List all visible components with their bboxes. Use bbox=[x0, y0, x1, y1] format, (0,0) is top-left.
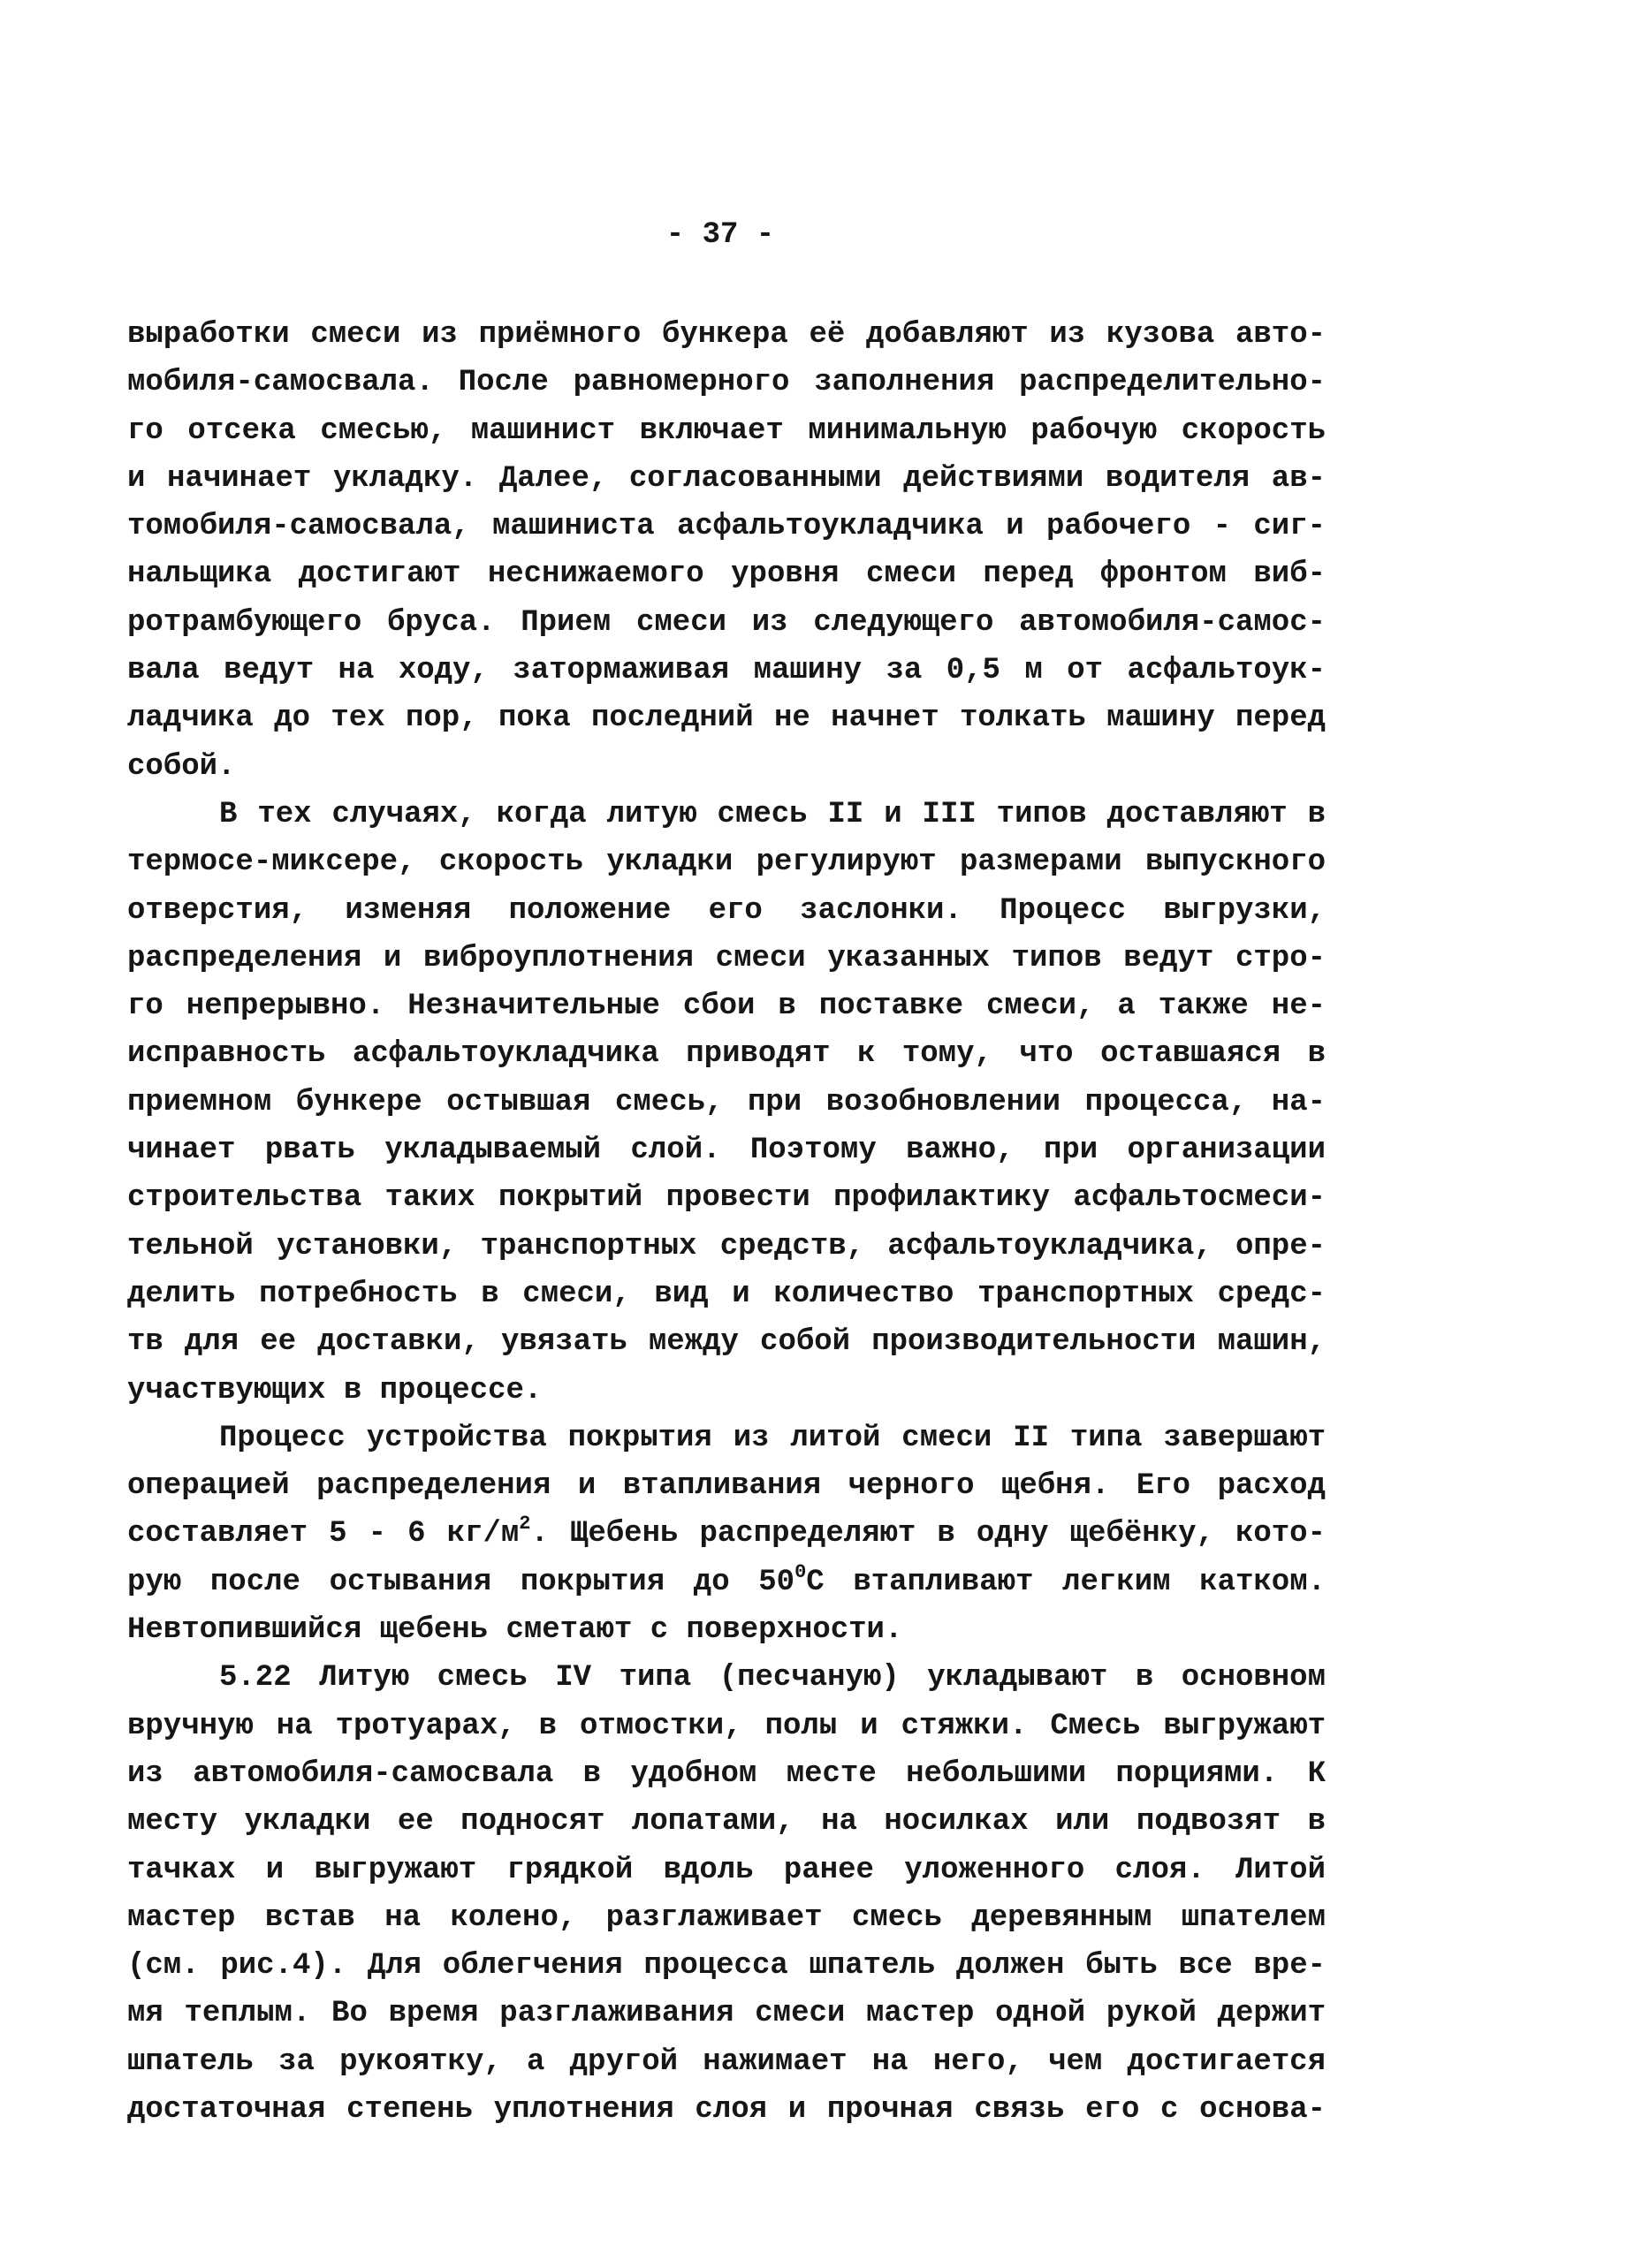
text-line: приемном бункере остывшая смесь, при возобновлении процесса, на- bbox=[127, 1085, 1326, 1119]
paragraph bbox=[127, 791, 1326, 1415]
superscript: 2 bbox=[519, 1513, 531, 1536]
text-line: 5.22 Литую смесь IV типа (песчаную) укладывают в основном bbox=[219, 1661, 1326, 1695]
text-line: вала ведут на ходу, затормаживая машину за 0,5 м от асфальтоук- bbox=[127, 654, 1326, 688]
paragraph bbox=[127, 1415, 1326, 1654]
paragraph bbox=[127, 311, 1326, 791]
text-line: собой. bbox=[127, 749, 236, 784]
text-line: выработки смеси из приёмного бункера её добавляют из кузова авто- bbox=[127, 318, 1326, 352]
text-segment: . Щебень распределяют в одну щебёнку, кото- bbox=[530, 1517, 1326, 1551]
text-line: тв для ее доставки, увязать между собой производительности машин, bbox=[127, 1325, 1326, 1360]
text-line: операцией распределения и втапливания черного щебня. Его расход bbox=[127, 1469, 1326, 1504]
page-number: - 37 - bbox=[665, 218, 775, 252]
document-body bbox=[127, 311, 1326, 2134]
text-line: мя теплым. Во время разглаживания смеси мастер одной рукой держит bbox=[127, 1997, 1326, 2031]
text-line: и начинает укладку. Далее, согласованными действиями водителя ав- bbox=[127, 461, 1326, 496]
text-line: томобиля-самосвала, машиниста асфальтоукладчика и рабочего - сиг- bbox=[127, 510, 1326, 544]
text-segment: С втапливают легким катком. bbox=[806, 1565, 1326, 1599]
text-segment: рую после остывания покрытия до 50 bbox=[127, 1565, 795, 1599]
text-line: строительства таких покрытий провести профилактику асфальтосмеси- bbox=[127, 1181, 1326, 1216]
text-line bbox=[127, 1510, 1326, 1558]
text-line: Процесс устройства покрытия из литой смеси II типа завершают bbox=[219, 1421, 1326, 1455]
text-line: чинает рвать укладываемый слой. Поэтому важно, при организации bbox=[127, 1134, 1326, 1168]
text-line: делить потребность в смеси, вид и количество транспортных средс- bbox=[127, 1277, 1326, 1311]
text-line: го непрерывно. Незначительные сбои в поставке смеси, а также не- bbox=[127, 990, 1326, 1024]
text-line: ротрамбующего бруса. Прием смеси из следующего автомобиля-самос- bbox=[127, 605, 1326, 640]
text-line: нальщика достигают неснижаемого уровня смеси перед фронтом виб- bbox=[127, 558, 1326, 592]
text-line: термосе-миксере, скорость укладки регулируют размерами выпускного bbox=[127, 846, 1326, 880]
text-line: мобиля-самосвала. После равномерного заполнения распределительно- bbox=[127, 366, 1326, 400]
text-line: отверстия, изменяя положение его заслонки. Процесс выгрузки, bbox=[127, 893, 1326, 928]
text-line: вручную на тротуарах, в отмостки, полы и стяжки. Смесь выгружают bbox=[127, 1709, 1326, 1743]
text-line: Невтопившийся щебень сметают с поверхности. bbox=[127, 1613, 903, 1648]
text-line: ладчика до тех пор, пока последний не начнет толкать машину перед bbox=[127, 702, 1326, 736]
text-line bbox=[127, 1559, 1326, 1606]
superscript: 0 bbox=[794, 1560, 807, 1583]
text-segment: составляет 5 - 6 кг/м bbox=[127, 1517, 520, 1551]
text-line: (см. рис.4). Для облегчения процесса шпатель должен быть все вре- bbox=[127, 1949, 1326, 1984]
text-line: го отсека смесью, машинист включает минимальную рабочую скорость bbox=[127, 413, 1326, 448]
text-line: тельной установки, транспортных средств, асфальтоукладчика, опре- bbox=[127, 1229, 1326, 1263]
text-line: тачках и выгружают грядкой вдоль ранее уложенного слоя. Литой bbox=[127, 1853, 1326, 1887]
text-line: из автомобиля-самосвала в удобном месте небольшими порциями. К bbox=[127, 1756, 1326, 1791]
text-line: В тех случаях, когда литую смесь II и III типов доставляют в bbox=[219, 797, 1326, 831]
text-line: распределения и виброуплотнения смеси указанных типов ведут стро- bbox=[127, 941, 1326, 975]
text-line: шпатель за рукоятку, а другой нажимает на него, чем достигается bbox=[127, 2044, 1326, 2079]
text-line: мастер встав на колено, разглаживает смесь деревянным шпателем bbox=[127, 1900, 1326, 1935]
text-line: исправность асфальтоукладчика приводят к тому, что оставшаяся в bbox=[127, 1037, 1326, 1072]
text-line: достаточная степень уплотнения слоя и прочная связь его с основа- bbox=[127, 2092, 1326, 2127]
paragraph bbox=[127, 1654, 1326, 2134]
text-line: месту укладки ее подносят лопатами, на носилках или подвозят в bbox=[127, 1805, 1326, 1839]
text-line: участвующих в процессе. bbox=[127, 1373, 543, 1407]
